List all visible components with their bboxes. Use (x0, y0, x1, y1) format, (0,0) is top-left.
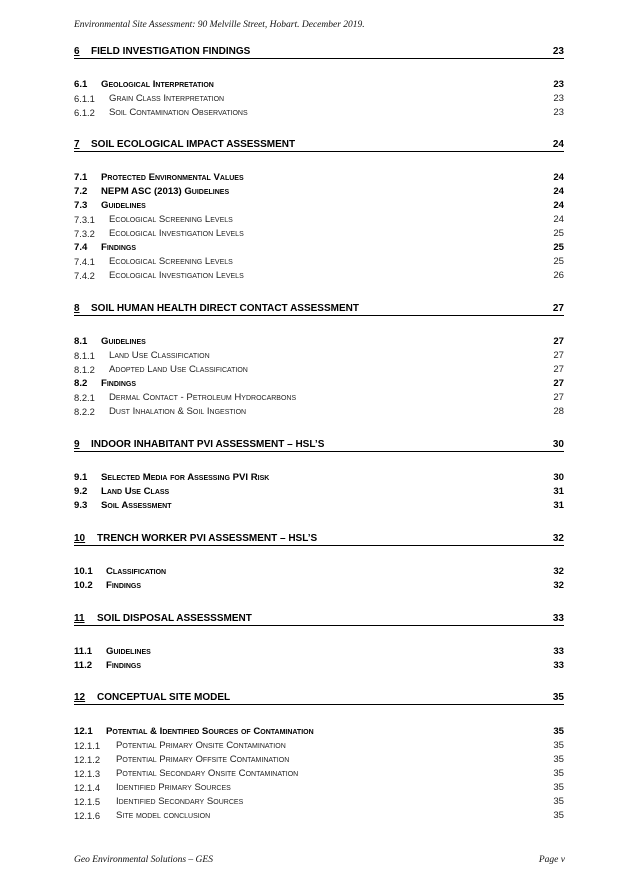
toc-title: Identified Secondary Sources (116, 796, 244, 807)
toc-num: 11.1 (74, 646, 93, 657)
toc-entry-11-2[interactable] (74, 659, 564, 673)
toc-title: Land Use Classification (109, 350, 210, 361)
toc-entry-7-3-2[interactable] (74, 227, 564, 241)
toc-title: Classification (106, 566, 167, 577)
toc-rule (74, 315, 564, 316)
toc-title: Findings (106, 660, 142, 671)
toc-title: Potential Secondary Onsite Contamination (116, 768, 299, 779)
toc-num: 7.4.1 (74, 256, 95, 267)
toc-num: 7.3.1 (74, 214, 95, 225)
toc-title: Soil Contamination Observations (109, 107, 248, 118)
toc-num: 7.1 (74, 172, 88, 183)
toc-title: Findings (101, 378, 137, 389)
toc-entry-9-1[interactable] (74, 471, 564, 485)
toc-page: 35 (553, 754, 564, 765)
toc-page: 33 (553, 646, 564, 657)
toc-page: 32 (552, 533, 564, 544)
toc-entry-6-1[interactable] (74, 78, 564, 92)
toc-entry-6-1-1[interactable] (74, 92, 564, 106)
toc-num: 9 (74, 439, 80, 450)
toc-title: SOIL ECOLOGICAL IMPACT ASSESSMENT (91, 139, 296, 150)
toc-title: SOIL HUMAN HEALTH DIRECT CONTACT ASSESSMENT (91, 303, 359, 314)
toc-page: 26 (553, 270, 564, 281)
toc-entry-7-4-2[interactable] (74, 269, 564, 283)
toc-entry-8-1-2[interactable] (74, 363, 564, 377)
toc-num: 12.1.3 (74, 768, 101, 779)
toc-rule (74, 545, 564, 546)
toc-entry-12-1-5[interactable] (74, 795, 564, 809)
toc-num: 10 (74, 533, 86, 544)
toc-title: Ecological Investigation Levels (109, 228, 244, 239)
toc-entry-8-2-1[interactable] (74, 391, 564, 405)
toc-entry-12-1-1[interactable] (74, 739, 564, 753)
toc-num: 8.2.2 (74, 406, 95, 417)
toc-title: INDOOR INHABITANT PVI ASSESSMENT – HSL’S (91, 439, 325, 450)
toc-section-8[interactable] (74, 302, 564, 317)
toc-section-12[interactable] (74, 691, 564, 706)
toc-page: 30 (552, 439, 564, 450)
toc-rule (74, 151, 564, 152)
toc-page: 35 (552, 692, 564, 703)
toc-page: 23 (553, 79, 564, 90)
toc-page: 35 (553, 740, 564, 751)
toc-entry-12-1-4[interactable] (74, 781, 564, 795)
toc-rule (74, 58, 564, 59)
toc-title: Soil Assessment (101, 500, 172, 511)
toc-title: FIELD INVESTIGATION FINDINGS (91, 46, 251, 57)
toc-num: 6.1.2 (74, 107, 95, 118)
toc-entry-7-2[interactable] (74, 185, 564, 199)
toc-num: 12.1.2 (74, 754, 101, 765)
toc-entry-7-4-1[interactable] (74, 255, 564, 269)
toc-title: Selected Media for Assessing PVI Risk (101, 472, 270, 483)
page-number: Page v (538, 855, 565, 865)
toc-page: 27 (552, 303, 564, 314)
toc-page: 35 (553, 768, 564, 779)
toc-rule (74, 451, 564, 452)
toc-page: 23 (552, 46, 564, 57)
toc-entry-7-1[interactable] (74, 171, 564, 185)
toc-entry-8-1-1[interactable] (74, 349, 564, 363)
toc-entry-12-1-2[interactable] (74, 753, 564, 767)
toc-title: Potential & Identified Sources of Contamination (106, 726, 314, 737)
toc-num: 7.3.2 (74, 228, 95, 239)
toc-num: 7 (74, 139, 80, 150)
toc-section-11[interactable] (74, 612, 564, 627)
toc-num: 8.2.1 (74, 392, 95, 403)
toc-entry-12-1-6[interactable] (74, 809, 564, 823)
toc-entry-11-1[interactable] (74, 645, 564, 659)
toc-page: 27 (553, 350, 564, 361)
toc-num: 7.3 (74, 200, 88, 211)
toc-title: SOIL DISPOSAL ASSESSSMENT (97, 613, 252, 624)
toc-page: 31 (553, 500, 564, 511)
toc-page: 27 (553, 364, 564, 375)
toc-title: Ecological Screening Levels (109, 256, 233, 267)
toc-page: 28 (553, 406, 564, 417)
toc-entry-7-4[interactable] (74, 241, 564, 255)
toc-num: 12.1.4 (74, 782, 101, 793)
toc-page: 35 (553, 810, 564, 821)
toc-num: 11.2 (74, 660, 93, 671)
toc-page: 24 (553, 172, 564, 183)
toc-num: 12 (74, 692, 86, 703)
toc-page: 27 (553, 392, 564, 403)
toc-rule (74, 625, 564, 626)
toc-title: Grain Class Interpretation (109, 93, 225, 104)
toc-entry-9-2[interactable] (74, 485, 564, 499)
toc-num: 6 (74, 46, 80, 57)
toc-title: Adopted Land Use Classification (109, 364, 248, 375)
toc-page: 23 (553, 107, 564, 118)
toc-title: Guidelines (106, 646, 151, 657)
toc-title: Potential Primary Offsite Contamination (116, 754, 290, 765)
toc-page: 25 (553, 228, 564, 239)
toc-num: 8.1 (74, 336, 88, 347)
toc-num: 6.1 (74, 79, 88, 90)
toc-num: 8.1.2 (74, 364, 95, 375)
toc-entry-10-2[interactable] (74, 579, 564, 593)
toc-num: 9.1 (74, 472, 88, 483)
toc-title: Land Use Class (101, 486, 170, 497)
toc-num: 12.1 (74, 726, 93, 737)
toc-title: Geological Interpretation (101, 79, 214, 90)
toc-num: 9.2 (74, 486, 88, 497)
toc-title: Dust Inhalation & Soil Ingestion (109, 406, 247, 417)
toc-num: 8.1.1 (74, 350, 95, 361)
page-header: Environmental Site Assessment: 90 Melville Street, Hobart. December 2019. (74, 20, 365, 30)
toc-title: Dermal Contact - Petroleum Hydrocarbons (109, 392, 297, 403)
toc-page: 25 (553, 242, 564, 253)
toc-section-9[interactable] (74, 438, 564, 453)
toc-title: TRENCH WORKER PVI ASSESSMENT – HSL’S (97, 533, 318, 544)
toc-section-10[interactable] (74, 532, 564, 547)
toc-title: Guidelines (101, 336, 146, 347)
toc-page: 23 (553, 93, 564, 104)
toc-page: 32 (553, 566, 564, 577)
toc-num: 9.3 (74, 500, 88, 511)
toc-title: Findings (101, 242, 137, 253)
toc-page: 24 (552, 139, 564, 150)
toc-num: 6.1.1 (74, 93, 95, 104)
toc-entry-8-1[interactable] (74, 335, 564, 349)
toc-page: 33 (552, 613, 564, 624)
toc-page: 27 (553, 336, 564, 347)
toc-page: 35 (553, 796, 564, 807)
toc-num: 12.1.6 (74, 810, 101, 821)
toc-entry-12-1[interactable] (74, 725, 564, 739)
toc-page: 24 (553, 186, 564, 197)
toc-title: Protected Environmental Values (101, 172, 244, 183)
toc-page: 24 (553, 214, 564, 225)
toc-page: 27 (553, 378, 564, 389)
toc-page: 31 (553, 486, 564, 497)
toc-num: 8 (74, 303, 80, 314)
toc-section-6[interactable] (74, 45, 564, 60)
toc-section-7[interactable] (74, 138, 564, 153)
toc-entry-9-3[interactable] (74, 499, 564, 513)
toc-num: 8.2 (74, 378, 88, 389)
toc-title: NEPM ASC (2013) Guidelines (101, 186, 230, 197)
toc-page: 32 (553, 580, 564, 591)
toc-entry-10-1[interactable] (74, 565, 564, 579)
toc-entry-7-3-1[interactable] (74, 213, 564, 227)
toc-entry-8-2[interactable] (74, 377, 564, 391)
toc-title: CONCEPTUAL SITE MODEL (97, 692, 231, 703)
toc-num: 11 (74, 613, 85, 624)
toc-entry-6-1-2[interactable] (74, 106, 564, 120)
toc-num: 7.4 (74, 242, 88, 253)
page-footer-left: Geo Environmental Solutions – GES (74, 855, 213, 865)
toc-num: 10.2 (74, 580, 93, 591)
toc-num: 12.1.5 (74, 796, 101, 807)
toc-title: Site model conclusion (116, 810, 211, 821)
toc-title: Guidelines (101, 200, 146, 211)
toc-page: 35 (553, 782, 564, 793)
toc-num: 7.4.2 (74, 270, 95, 281)
toc-title: Findings (106, 580, 142, 591)
toc-page: 30 (553, 472, 564, 483)
toc-rule (74, 704, 564, 705)
toc-entry-12-1-3[interactable] (74, 767, 564, 781)
toc-page: 33 (553, 660, 564, 671)
toc-num: 10.1 (74, 566, 93, 577)
toc-num: 7.2 (74, 186, 88, 197)
toc-title: Potential Primary Onsite Contamination (116, 740, 286, 751)
toc-num: 12.1.1 (74, 740, 101, 751)
toc-title: Ecological Screening Levels (109, 214, 233, 225)
toc-title: Ecological Investigation Levels (109, 270, 244, 281)
toc-page: 35 (553, 726, 564, 737)
toc-entry-7-3[interactable] (74, 199, 564, 213)
toc-page: 24 (553, 200, 564, 211)
toc-entry-8-2-2[interactable] (74, 405, 564, 419)
toc-title: Identified Primary Sources (116, 782, 231, 793)
toc-page: 25 (553, 256, 564, 267)
